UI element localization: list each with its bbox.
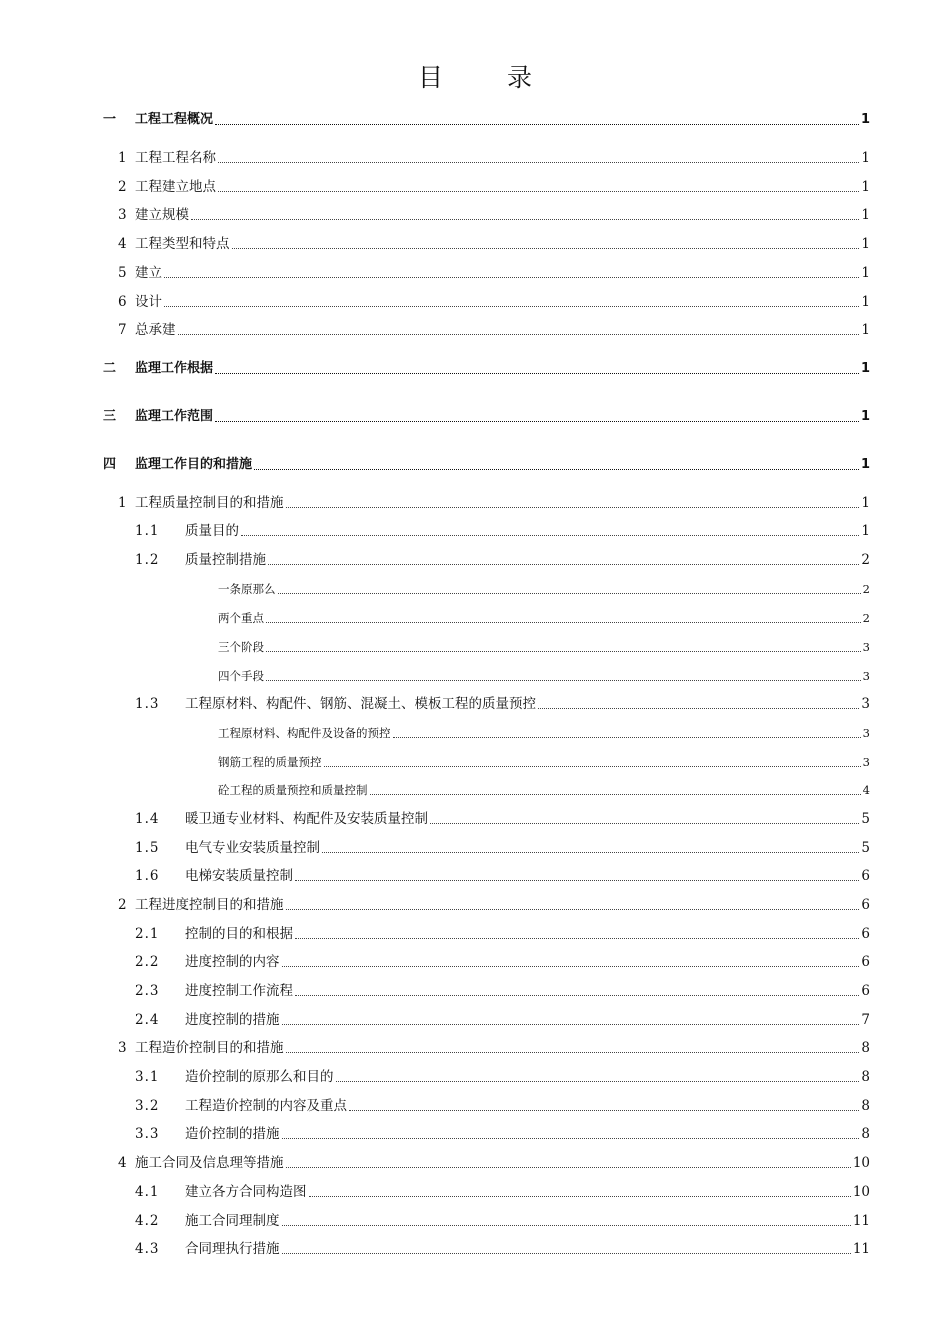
toc-page-number: 8 — [861, 1040, 870, 1056]
toc-dot-leader — [295, 937, 859, 939]
toc-entry-title: 两个重点 — [218, 611, 264, 625]
toc-entry[interactable] — [135, 924, 870, 944]
toc-entry-title: 工程原材料、构配件、钢筋、混凝土、模板工程的质量预控 — [185, 696, 536, 712]
toc-page-number: 10 — [852, 1155, 870, 1171]
toc-dot-leader — [282, 1224, 851, 1226]
toc-entry-number: 4.1 — [135, 1184, 160, 1200]
toc-dot-leader — [218, 161, 859, 163]
toc-entry[interactable] — [118, 205, 870, 225]
toc-entry-title: 四个手段 — [218, 669, 264, 683]
toc-page-number: 3 — [862, 640, 870, 654]
toc-entry-title: 合同理执行措施 — [185, 1241, 280, 1257]
toc-dot-leader — [295, 994, 859, 996]
toc-entry-title: 进度控制的措施 — [185, 1012, 280, 1028]
toc-page-number: 1 — [860, 457, 870, 472]
toc-entry-title: 钢筋工程的质量预控 — [218, 755, 322, 769]
toc-entry-number: 1 — [118, 495, 127, 511]
toc-entry-title: 暖卫通专业材料、构配件及安装质量控制 — [185, 811, 428, 827]
toc-dot-leader — [164, 305, 859, 307]
toc-entry-title: 施工合同及信息理等措施 — [135, 1155, 284, 1171]
toc-entry-number: 2.1 — [135, 926, 160, 942]
toc-entry-title: 工程质量控制目的和措施 — [135, 495, 284, 511]
toc-entry[interactable] — [118, 292, 870, 312]
toc-dot-leader — [266, 650, 861, 652]
toc-entry-number: 5 — [118, 265, 127, 281]
toc-page-number: 1 — [861, 495, 870, 511]
toc-dot-leader — [324, 765, 861, 767]
toc-entry-number: 1.3 — [135, 696, 160, 712]
toc-entry-number: 3.2 — [135, 1098, 160, 1114]
toc-entry-title: 工程工程概况 — [135, 112, 214, 127]
toc-dot-leader — [282, 1137, 860, 1139]
toc-entry-title: 三个阶段 — [218, 640, 264, 654]
toc-dot-leader — [278, 592, 861, 594]
toc-entry[interactable] — [118, 895, 870, 915]
toc-entry[interactable] — [135, 1211, 870, 1231]
toc-entry-title: 工程原材料、构配件及设备的预控 — [218, 726, 391, 740]
toc-dot-leader — [254, 468, 859, 470]
toc-page-number: 1 — [861, 207, 870, 223]
toc-entry-title: 施工合同理制度 — [185, 1213, 280, 1229]
toc-entry[interactable] — [218, 637, 870, 657]
toc-entry[interactable] — [103, 455, 870, 475]
toc-entry-number: 6 — [118, 294, 127, 310]
toc-dot-leader — [178, 333, 860, 335]
toc-entry[interactable] — [218, 608, 870, 628]
toc-entry-title: 电气专业安装质量控制 — [185, 840, 320, 856]
toc-dot-leader — [309, 1195, 851, 1197]
toc-dot-leader — [268, 563, 859, 565]
toc-entry[interactable] — [118, 320, 870, 340]
toc-entry[interactable] — [118, 234, 870, 254]
toc-dot-leader — [349, 1109, 859, 1111]
toc-page-number: 1 — [860, 112, 870, 127]
toc-dot-leader — [286, 1051, 860, 1053]
toc-entry-number: 2.3 — [135, 983, 160, 999]
toc-dot-leader — [215, 372, 859, 374]
toc-page-number: 6 — [861, 897, 870, 913]
toc-entry-title: 监理工作目的和措施 — [135, 457, 253, 472]
toc-entry-title: 监理工作范围 — [135, 409, 214, 424]
toc-entry-number: 4.2 — [135, 1213, 160, 1229]
toc-entry-title: 质量控制措施 — [185, 552, 266, 568]
toc-entry-title: 建立规模 — [135, 207, 189, 223]
toc-entry[interactable] — [135, 1067, 870, 1087]
toc-entry-title: 工程造价控制的内容及重点 — [185, 1098, 347, 1114]
toc-entry-title: 工程类型和特点 — [135, 236, 230, 252]
toc-entry[interactable] — [135, 1010, 870, 1030]
toc-entry[interactable] — [135, 1182, 870, 1202]
toc-entry[interactable] — [135, 1124, 870, 1144]
toc-entry-title: 建立各方合同构造图 — [185, 1184, 307, 1200]
toc-entry-number: 三 — [103, 409, 117, 424]
toc-page-number: 3 — [862, 755, 870, 769]
toc-entry-number: 1.2 — [135, 552, 160, 568]
page-title: 目 录 — [418, 63, 560, 92]
toc-dot-leader — [370, 793, 861, 795]
toc-entry-number: 7 — [118, 322, 127, 338]
toc-entry-number: 二 — [103, 361, 117, 376]
toc-entry[interactable] — [118, 1038, 870, 1058]
toc-dot-leader — [215, 123, 859, 125]
toc-entry-number: 4.3 — [135, 1241, 160, 1257]
toc-page-number: 1 — [861, 294, 870, 310]
toc-entry[interactable] — [135, 694, 870, 714]
toc-entry[interactable] — [218, 780, 870, 800]
toc-entry[interactable] — [135, 952, 870, 972]
toc-page-number: 1 — [860, 409, 870, 424]
toc-entry-number: 3 — [118, 1040, 127, 1056]
toc-page-number: 8 — [861, 1098, 870, 1114]
toc-entry-title: 进度控制的内容 — [185, 954, 280, 970]
toc-dot-leader — [218, 190, 859, 192]
toc-page-number: 1 — [860, 361, 870, 376]
toc-dot-leader — [282, 1252, 851, 1254]
toc-dot-leader — [286, 1166, 851, 1168]
toc-entry-title: 质量目的 — [185, 523, 239, 539]
toc-dot-leader — [266, 621, 861, 623]
toc-entry[interactable] — [135, 1096, 870, 1116]
toc-dot-leader — [286, 506, 860, 508]
toc-entry[interactable] — [135, 838, 870, 858]
toc-entry-title: 工程建立地点 — [135, 179, 216, 195]
toc-entry-title: 监理工作根据 — [135, 361, 214, 376]
toc-dot-leader — [286, 908, 860, 910]
toc-entry-number: 2.4 — [135, 1012, 160, 1028]
toc-page-number: 6 — [861, 926, 870, 942]
toc-entry[interactable] — [135, 866, 870, 886]
toc-page-number: 6 — [861, 983, 870, 999]
toc-dot-leader — [336, 1080, 860, 1082]
toc-page-number: 11 — [852, 1241, 870, 1257]
toc-dot-leader — [322, 851, 859, 853]
toc-entry[interactable] — [135, 809, 870, 829]
toc-entry-title: 建立 — [135, 265, 162, 281]
toc-dot-leader — [430, 822, 859, 824]
toc-entry-title: 控制的目的和根据 — [185, 926, 293, 942]
toc-dot-leader — [282, 1023, 860, 1025]
toc-entry[interactable] — [218, 666, 870, 686]
toc-page-number: 6 — [861, 868, 870, 884]
toc-page-number: 4 — [862, 783, 870, 797]
toc-dot-leader — [266, 679, 861, 681]
toc-page-number: 3 — [862, 726, 870, 740]
toc-entry-title: 砼工程的质量预控和质量控制 — [218, 783, 368, 797]
toc-page-number: 7 — [861, 1012, 870, 1028]
toc-entry-number: 一 — [103, 112, 117, 127]
toc-page-number: 2 — [862, 611, 870, 625]
toc-page-number: 3 — [861, 696, 870, 712]
toc-dot-leader — [538, 707, 859, 709]
toc-entry[interactable] — [118, 493, 870, 513]
toc-entry-title: 一条原那么 — [218, 582, 276, 596]
toc-entry[interactable] — [218, 752, 870, 772]
toc-page-number: 2 — [861, 552, 870, 568]
toc-dot-leader — [164, 276, 859, 278]
toc-page-number: 5 — [861, 811, 870, 827]
toc-entry-number: 1.1 — [135, 523, 160, 539]
toc-page-number: 8 — [861, 1069, 870, 1085]
toc-entry[interactable] — [218, 723, 870, 743]
toc-entry-number: 1.5 — [135, 840, 160, 856]
toc-page-number: 1 — [861, 179, 870, 195]
toc-entry-title: 工程造价控制目的和措施 — [135, 1040, 284, 1056]
toc-entry-title: 总承建 — [135, 322, 176, 338]
toc-entry-number: 2 — [118, 179, 127, 195]
toc-dot-leader — [215, 420, 859, 422]
toc-entry-number: 3.3 — [135, 1126, 160, 1142]
toc-entry-number: 2.2 — [135, 954, 160, 970]
toc-entry[interactable] — [135, 550, 870, 570]
toc-page-number: 5 — [861, 840, 870, 856]
toc-entry[interactable] — [103, 359, 870, 379]
toc-page-number: 3 — [862, 669, 870, 683]
toc-entry-number: 4 — [118, 1155, 127, 1171]
toc-entry[interactable] — [218, 579, 870, 599]
toc-entry-number: 1.4 — [135, 811, 160, 827]
toc-entry-title: 工程进度控制目的和措施 — [135, 897, 284, 913]
toc-entry[interactable] — [135, 1239, 870, 1259]
toc-dot-leader — [232, 247, 860, 249]
toc-entry-title: 设计 — [135, 294, 162, 310]
toc-dot-leader — [393, 736, 861, 738]
toc-entry-number: 1 — [118, 150, 127, 166]
toc-entry[interactable] — [103, 407, 870, 427]
toc-entry-title: 造价控制的原那么和目的 — [185, 1069, 334, 1085]
toc-entry[interactable] — [118, 1153, 870, 1173]
toc-entry[interactable] — [118, 177, 870, 197]
toc-page-number: 1 — [861, 322, 870, 338]
toc-entry-number: 四 — [103, 457, 117, 472]
toc-entry-title: 造价控制的措施 — [185, 1126, 280, 1142]
toc-dot-leader — [241, 534, 859, 536]
toc-page-number: 11 — [852, 1213, 870, 1229]
toc-entry-number: 4 — [118, 236, 127, 252]
toc-entry-number: 3.1 — [135, 1069, 160, 1085]
toc-entry-title: 电梯安装质量控制 — [185, 868, 293, 884]
toc-entry[interactable] — [135, 981, 870, 1001]
toc-entry[interactable] — [135, 521, 870, 541]
toc-entry-number: 2 — [118, 897, 127, 913]
toc-entry[interactable] — [118, 263, 870, 283]
toc-dot-leader — [295, 879, 859, 881]
toc-page-number: 1 — [861, 265, 870, 281]
toc-entry-number: 1.6 — [135, 868, 160, 884]
toc-entry-title: 进度控制工作流程 — [185, 983, 293, 999]
toc-entry-title: 工程工程名称 — [135, 150, 216, 166]
toc-page-number: 10 — [852, 1184, 870, 1200]
toc-dot-leader — [282, 965, 860, 967]
toc-entry[interactable] — [103, 110, 870, 130]
toc-page-number: 2 — [862, 582, 870, 596]
toc-dot-leader — [191, 218, 859, 220]
toc-page-number: 1 — [861, 236, 870, 252]
toc-entry[interactable] — [118, 148, 870, 168]
toc-page-number: 8 — [861, 1126, 870, 1142]
toc-page-number: 1 — [861, 150, 870, 166]
toc-entry-number: 3 — [118, 207, 127, 223]
toc-page-number: 1 — [861, 523, 870, 539]
toc-page-number: 6 — [861, 954, 870, 970]
